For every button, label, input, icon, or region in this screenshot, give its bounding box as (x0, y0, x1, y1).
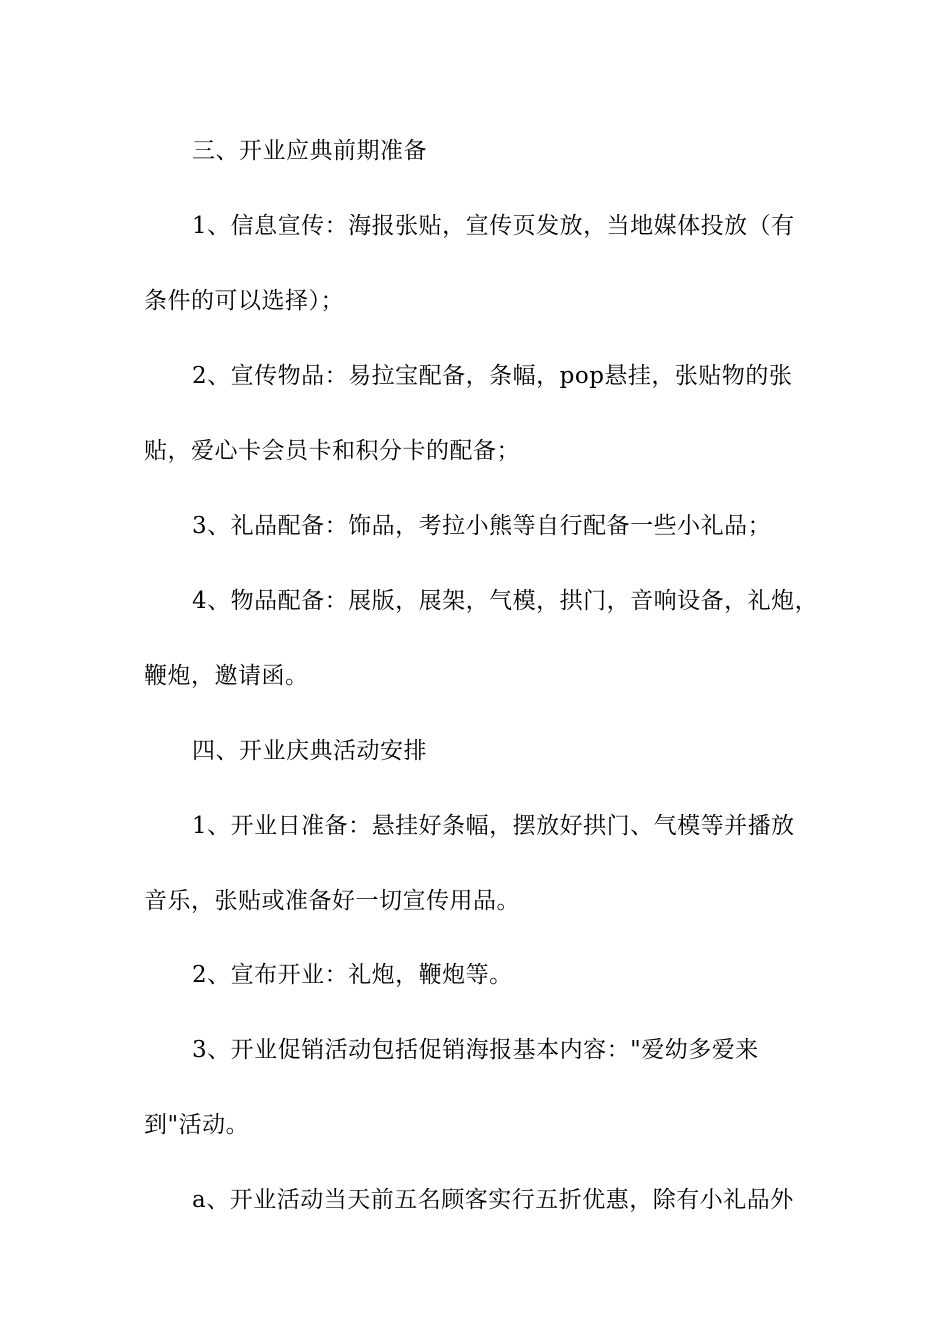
paragraph-line: 鞭炮，邀请函。 (144, 663, 309, 689)
paragraph-line: 3、礼品配备：饰品，考拉小熊等自行配备一些小礼品； (192, 513, 772, 539)
paragraph-line: 条件的可以选择）； (144, 288, 344, 314)
paragraph-line: 音乐，张贴或准备好一切宣传用品。 (144, 888, 520, 914)
section-heading-4: 四、开业庆典活动安排 (192, 738, 427, 764)
section-heading-3: 三、开业应典前期准备 (192, 138, 427, 164)
paragraph-line: 贴，爱心卡会员卡和积分卡的配备； (144, 438, 520, 464)
paragraph-line: 3、开业促销活动包括促销海报基本内容："爱幼多爱来 (192, 1037, 759, 1063)
paragraph-line: a、开业活动当天前五名顾客实行五折优惠，除有小礼品外 (192, 1187, 794, 1213)
paragraph-line: 2、宣传物品：易拉宝配备，条幅，pop悬挂，张贴物的张 (192, 363, 793, 389)
paragraph-line: 2、宣布开业：礼炮，鞭炮等。 (192, 962, 513, 988)
paragraph-line: 4、物品配备：展版，展架，气模，拱门，音响设备，礼炮， (192, 588, 819, 614)
paragraph-line: 1、开业日准备：悬挂好条幅，摆放好拱门、气模等并播放 (192, 813, 795, 839)
paragraph-line: 到"活动。 (144, 1112, 250, 1138)
paragraph-line: 1、信息宣传：海报张贴，宣传页发放，当地媒体投放（有 (192, 213, 795, 239)
